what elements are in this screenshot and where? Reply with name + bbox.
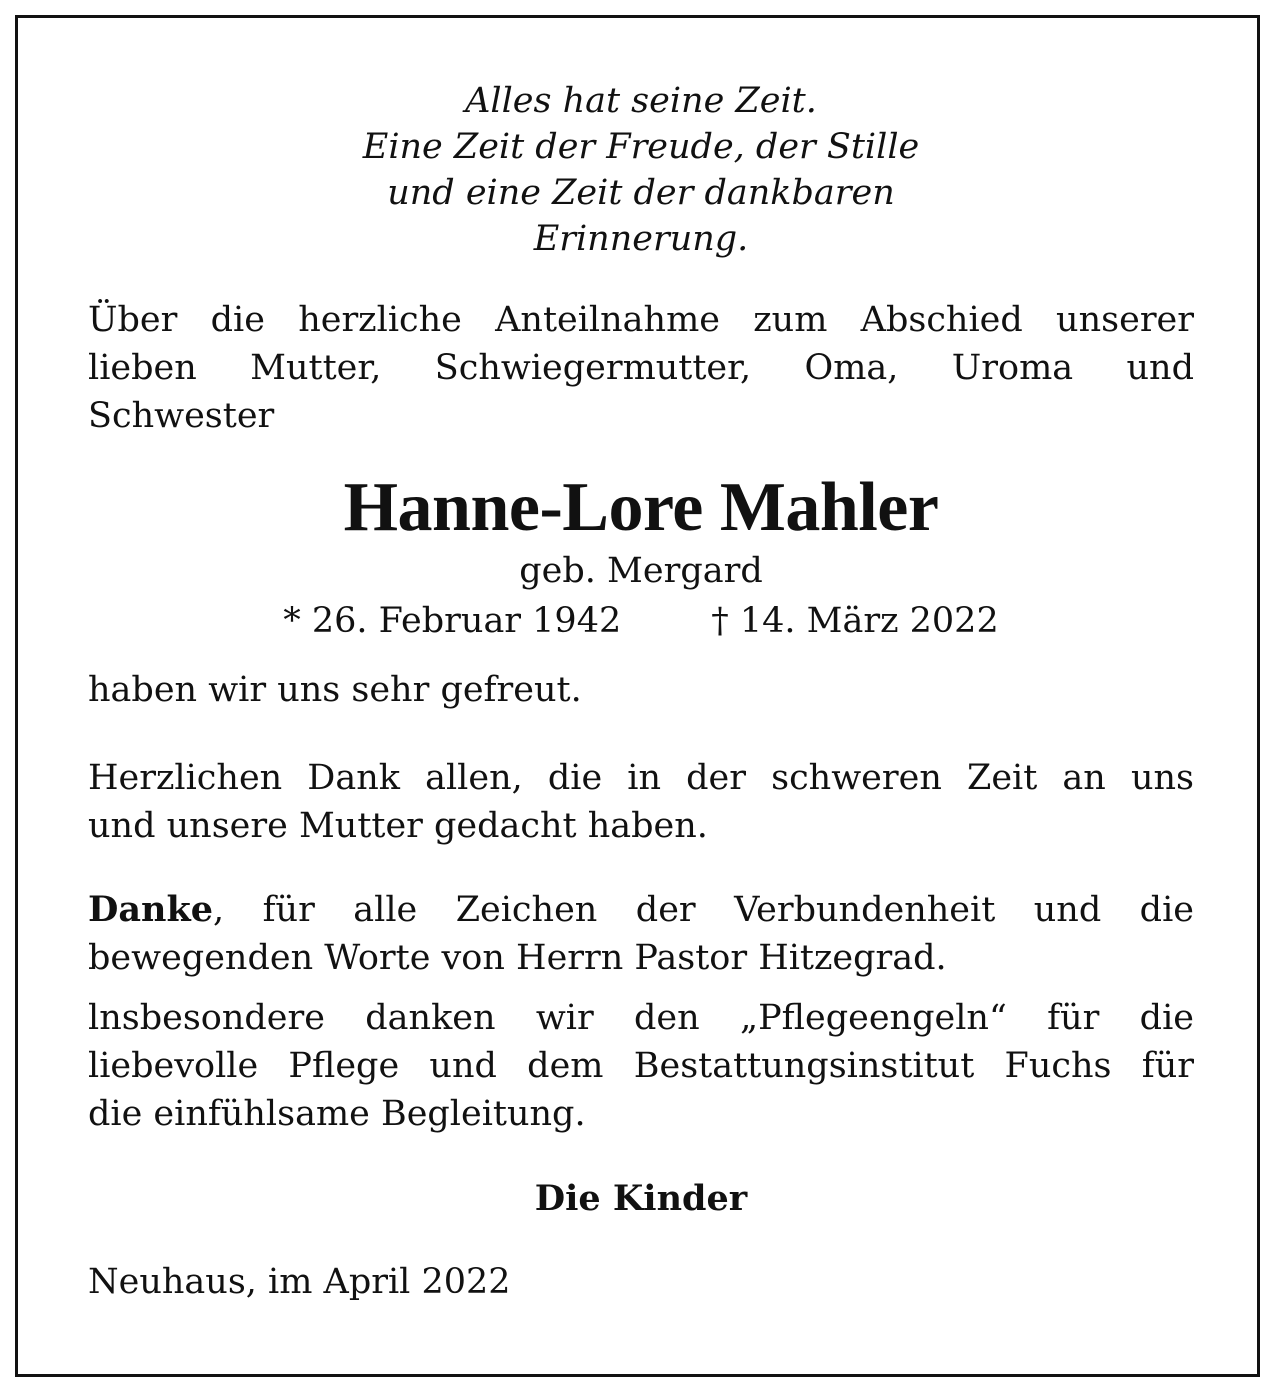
special-thanks-paragraph — [88, 994, 1194, 1138]
intro-paragraph — [88, 296, 1194, 440]
maiden-name: geb. Mergard — [519, 551, 763, 591]
opening-quote — [88, 78, 1194, 262]
place-date — [88, 1258, 1194, 1306]
quote-line: Erinnerung. — [533, 219, 749, 259]
text-line: und unsere Mutter gedacht haben. — [88, 806, 708, 846]
intro-line: Schwester — [88, 396, 275, 436]
text-line: Neuhaus, im April 2022 — [88, 1262, 511, 1302]
quote-line: und eine Zeit der dankbaren — [387, 173, 895, 213]
gratitude-line — [88, 666, 1194, 714]
text-line — [88, 886, 1194, 934]
death-date: † 14. März 2022 — [711, 601, 999, 641]
birth-date: * 26. Februar 1942 — [283, 601, 622, 641]
quote-line: Eine Zeit der Freude, der Stille — [362, 127, 920, 167]
signature: Die Kinder — [534, 1178, 748, 1219]
danke-bold: Danke — [88, 889, 213, 930]
intro-line: Über die herzliche Anteilnahme zum Abschied unserer — [88, 300, 1194, 340]
thanks-paragraph — [88, 754, 1194, 850]
text-line: lnsbesondere danken wir den „Pflegeengeln“ für die — [88, 998, 1194, 1038]
deceased-name: Hanne-Lore Mahler — [343, 469, 939, 546]
danke-paragraph — [88, 886, 1194, 982]
intro-line: lieben Mutter, Schwiegermutter, Oma, Uroma und — [88, 348, 1194, 388]
text-line: Herzlichen Dank allen, die in der schweren Zeit an uns — [88, 758, 1194, 798]
text-line: haben wir uns sehr gefreut. — [88, 670, 582, 710]
text-line: bewegenden Worte von Herrn Pastor Hitzegrad. — [88, 938, 947, 978]
danke-rest: , für alle Zeichen der Verbundenheit und die — [213, 890, 1194, 930]
text-line: liebevolle Pflege und dem Bestattungsinstitut Fuchs für — [88, 1046, 1194, 1086]
obituary-content — [88, 78, 1194, 1306]
life-dates — [88, 596, 1194, 646]
text-line: die einfühlsame Begleitung. — [88, 1094, 586, 1134]
quote-line: Alles hat seine Zeit. — [465, 81, 817, 121]
